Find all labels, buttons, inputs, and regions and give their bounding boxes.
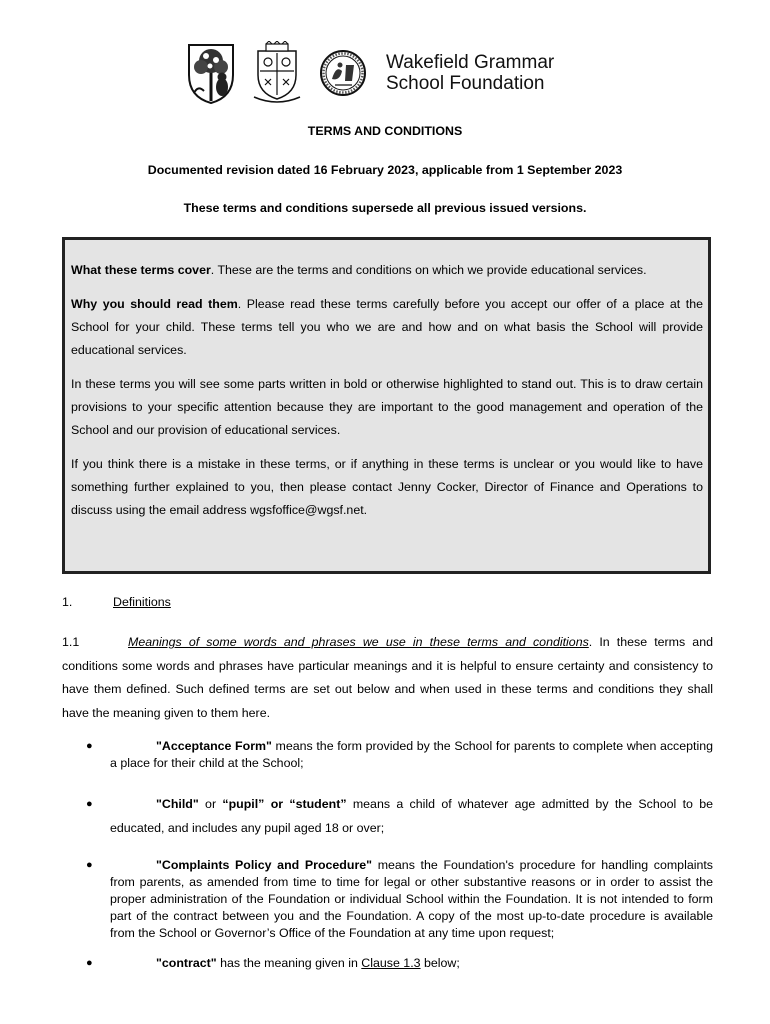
- list-item: ● "contract" has the meaning given in Clause 1.3 below;: [86, 956, 460, 970]
- definitions-list: [62, 738, 713, 972]
- section-title: Definitions: [113, 595, 171, 609]
- summary-paragraph-3: In these terms you will see some parts written in bold or otherwise highlighted to stand out. This is to draw certain provisions to your specific attention because they are important to the good management and operation of the School and our provision of educational services.: [71, 377, 703, 437]
- clause-1-1: [62, 631, 713, 725]
- list-item: ● "Child" or “pupil” or “student” means a child of whatever age admitted by the School to be educated, and includes any pupil aged 18 or over;: [62, 792, 713, 840]
- foundation-name: [386, 52, 554, 94]
- summary-paragraph-4: If you think there is a mistake in these terms, or if anything in these terms is unclear or you would like to have something further explained to you, then please contact Jenny Cocker, Director of Finance and Operations to discuss using the email address wgsfoffice@wgsf.net.: [71, 457, 703, 517]
- clause-lead: Meanings of some words and phrases we use in these terms and conditions: [128, 635, 589, 649]
- clause-text: . In these terms and conditions some words and phrases have particular meanings and it is helpful to ensure certainty and consistency to have them defined. Such defined terms are set out below and when used in these terms and conditions they shall have the meaning given to them here.: [62, 635, 713, 720]
- tree-crest-icon: [186, 41, 236, 105]
- round-seal-icon: [318, 41, 368, 105]
- bullet-icon: ●: [86, 957, 93, 969]
- bullet-icon: ●: [86, 859, 93, 871]
- summary-heading-2: Why you should read them: [71, 297, 238, 311]
- revision-line: Documented revision dated 16 February 2023, applicable from 1 September 2023: [147, 163, 623, 177]
- summary-paragraph-1: What these terms cover. These are the terms and conditions on which we provide educational services.: [71, 263, 647, 277]
- clause-number: 1.1: [62, 635, 80, 649]
- supersede-line: These terms and conditions supersede all previous issued versions.: [183, 201, 587, 215]
- bullet-icon: ●: [86, 798, 93, 810]
- header: [186, 38, 554, 108]
- clause-1-3-link[interactable]: Clause 1.3: [361, 956, 421, 970]
- foundation-name-line2: School Foundation: [386, 73, 545, 94]
- summary-box: [62, 237, 711, 574]
- document-title: TERMS AND CONDITIONS: [307, 124, 463, 138]
- summary-heading-1: What these terms cover: [71, 263, 211, 277]
- summary-paragraph-2: Why you should read them. Please read these terms carefully before you accept our offer of a place at the School for your child. These terms tell you who we are and how and on what basis the School will provide educational services.: [71, 297, 703, 357]
- section-number: 1.: [62, 595, 73, 609]
- list-item: ● "Acceptance Form" means the form provided by the School for parents to complete when accepting a place for their child at the School;: [86, 739, 713, 770]
- foundation-name-line1: Wakefield Grammar: [386, 52, 555, 73]
- section-heading: [62, 595, 171, 609]
- bullet-icon: ●: [86, 740, 93, 752]
- heraldic-crest-icon: [252, 41, 302, 105]
- list-item: ● "Complaints Policy and Procedure" means the Foundation's procedure for handling complaints from parents, as amended from time to time for legal or other substantive reasons or in order to assist the proper administration of the Foundation or individual School within the Foundation. It is not intended to form part of the contract between you and the Foundation. A copy of the most up-to-date procedure is available from the School or Governor’s Office of the Foundation at any time upon request;: [86, 858, 714, 940]
